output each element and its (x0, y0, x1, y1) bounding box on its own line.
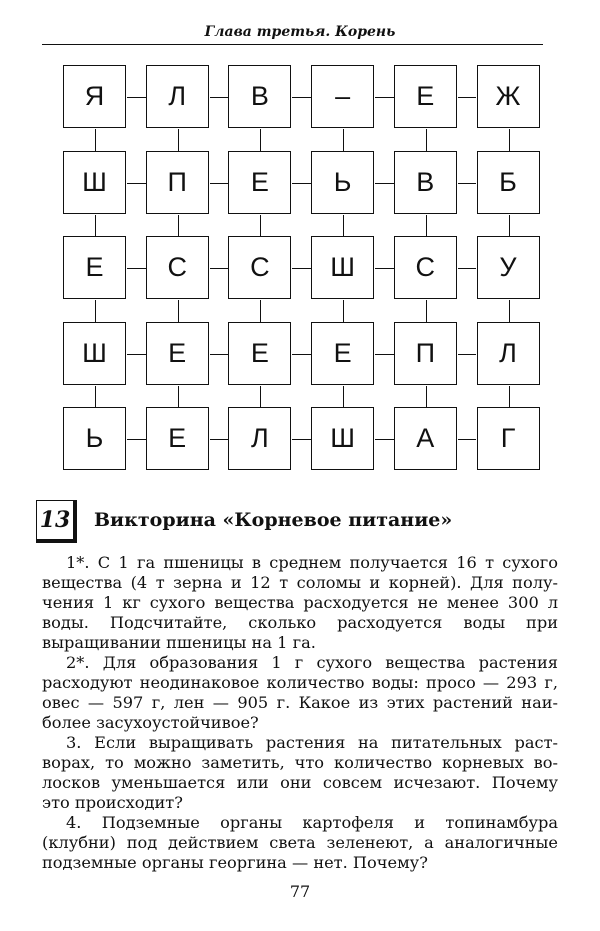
grid-connector-vertical (343, 386, 344, 408)
grid-cell: Ш (63, 151, 126, 214)
question-3 (42, 733, 558, 813)
grid-cell: Е (146, 407, 209, 470)
grid-connector-horizontal (127, 354, 146, 355)
grid-cell: Е (311, 322, 374, 385)
grid-connector-horizontal (210, 354, 229, 355)
grid-cell: Е (146, 322, 209, 385)
grid-cell: Л (146, 65, 209, 128)
grid-cell: С (394, 236, 457, 299)
grid-connector-horizontal (292, 268, 311, 269)
grid-connector-horizontal (375, 97, 394, 98)
grid-connector-vertical (95, 129, 96, 151)
grid-connector-vertical (178, 129, 179, 151)
grid-connector-vertical (509, 300, 510, 322)
grid-connector-vertical (426, 129, 427, 151)
text-line: выращивании пшеницы на 1 га. (42, 633, 316, 652)
grid-cell: Л (477, 322, 540, 385)
text-line: 3. Если выращивать растения на питательных раст- (66, 733, 558, 752)
grid-connector-horizontal (292, 183, 311, 184)
question-2 (42, 653, 558, 733)
grid-connector-horizontal (210, 268, 229, 269)
text-line: ворах, то можно заметить, что количество корневых во- (42, 753, 558, 772)
grid-cell: Е (228, 322, 291, 385)
grid-connector-horizontal (458, 183, 477, 184)
grid-connector-horizontal (375, 354, 394, 355)
grid-connector-horizontal (127, 268, 146, 269)
text-line: подземные органы георгина — нет. Почему? (42, 853, 428, 872)
grid-connector-horizontal (210, 439, 229, 440)
grid-connector-horizontal (458, 439, 477, 440)
grid-connector-vertical (509, 386, 510, 408)
grid-connector-vertical (426, 215, 427, 237)
text-line: расходуют неодинаковое количество воды: просо — 293 г, (42, 673, 558, 692)
grid-cell: Г (477, 407, 540, 470)
grid-connector-vertical (260, 129, 261, 151)
question-4 (42, 813, 558, 873)
grid-connector-vertical (343, 215, 344, 237)
grid-cell: Ш (311, 407, 374, 470)
grid-connector-vertical (95, 300, 96, 322)
grid-connector-horizontal (375, 183, 394, 184)
grid-connector-vertical (95, 386, 96, 408)
grid-connector-horizontal (458, 354, 477, 355)
grid-connector-vertical (260, 386, 261, 408)
grid-connector-horizontal (127, 97, 146, 98)
text-line: чения 1 кг сухого вещества расходуется не менее 300 л (42, 593, 558, 612)
grid-cell: С (228, 236, 291, 299)
grid-connector-vertical (260, 215, 261, 237)
grid-connector-horizontal (127, 439, 146, 440)
grid-cell: Е (394, 65, 457, 128)
grid-connector-vertical (178, 215, 179, 237)
grid-connector-vertical (95, 215, 96, 237)
grid-connector-vertical (178, 386, 179, 408)
grid-cell: Ш (311, 236, 374, 299)
grid-cell: Е (63, 236, 126, 299)
section-number-box: 13 (36, 500, 77, 543)
grid-cell: Е (228, 151, 291, 214)
grid-cell: Ш (63, 322, 126, 385)
grid-cell: В (394, 151, 457, 214)
grid-cell: У (477, 236, 540, 299)
grid-cell: А (394, 407, 457, 470)
grid-connector-vertical (178, 300, 179, 322)
text-line: воды. Подсчитайте, сколько расходуется воды при (42, 613, 558, 632)
grid-cell: Ж (477, 65, 540, 128)
text-line: овес — 597 г, лен — 905 г. Какое из этих растений наи- (42, 693, 558, 712)
grid-cell: П (146, 151, 209, 214)
grid-connector-horizontal (292, 354, 311, 355)
grid-connector-horizontal (292, 439, 311, 440)
grid-connector-horizontal (458, 97, 477, 98)
grid-cell: Л (228, 407, 291, 470)
questions-text (42, 553, 558, 873)
running-header: Глава третья. Корень (204, 24, 396, 40)
grid-connector-horizontal (210, 183, 229, 184)
grid-connector-vertical (509, 129, 510, 151)
grid-connector-vertical (343, 129, 344, 151)
grid-connector-vertical (343, 300, 344, 322)
text-line: 1*. С 1 га пшеницы в среднем получается 16 т сухого (66, 553, 558, 572)
grid-cell: Б (477, 151, 540, 214)
text-line: это происходит? (42, 793, 183, 812)
grid-cell: Я (63, 65, 126, 128)
grid-connector-horizontal (375, 439, 394, 440)
grid-cell: С (146, 236, 209, 299)
grid-connector-horizontal (127, 183, 146, 184)
section-title: Викторина «Корневое питание» (94, 509, 453, 531)
question-1 (42, 553, 558, 653)
grid-cell: Ь (63, 407, 126, 470)
grid-connector-horizontal (292, 97, 311, 98)
grid-connector-vertical (260, 300, 261, 322)
grid-cell: Ь (311, 151, 374, 214)
grid-cell: – (311, 65, 374, 128)
grid-connector-horizontal (210, 97, 229, 98)
text-line: 2*. Для образования 1 г сухого вещества растения (66, 653, 558, 672)
grid-connector-vertical (509, 215, 510, 237)
text-line: (клубни) под действием света зеленеют, а аналогичные (42, 833, 558, 852)
page-number: 77 (289, 882, 311, 901)
text-line: лосков уменьшается или они совсем исчезают. Почему (42, 773, 558, 792)
text-line: более засухоустойчивое? (42, 713, 259, 732)
grid-cell: П (394, 322, 457, 385)
grid-cell: В (228, 65, 291, 128)
grid-connector-horizontal (458, 268, 477, 269)
grid-connector-vertical (426, 300, 427, 322)
grid-connector-horizontal (375, 268, 394, 269)
text-line: вещества (4 т зерна и 12 т соломы и корней). Для полу- (42, 573, 558, 592)
grid-connector-vertical (426, 386, 427, 408)
text-line: 4. Подземные органы картофеля и топинамбура (66, 813, 558, 832)
